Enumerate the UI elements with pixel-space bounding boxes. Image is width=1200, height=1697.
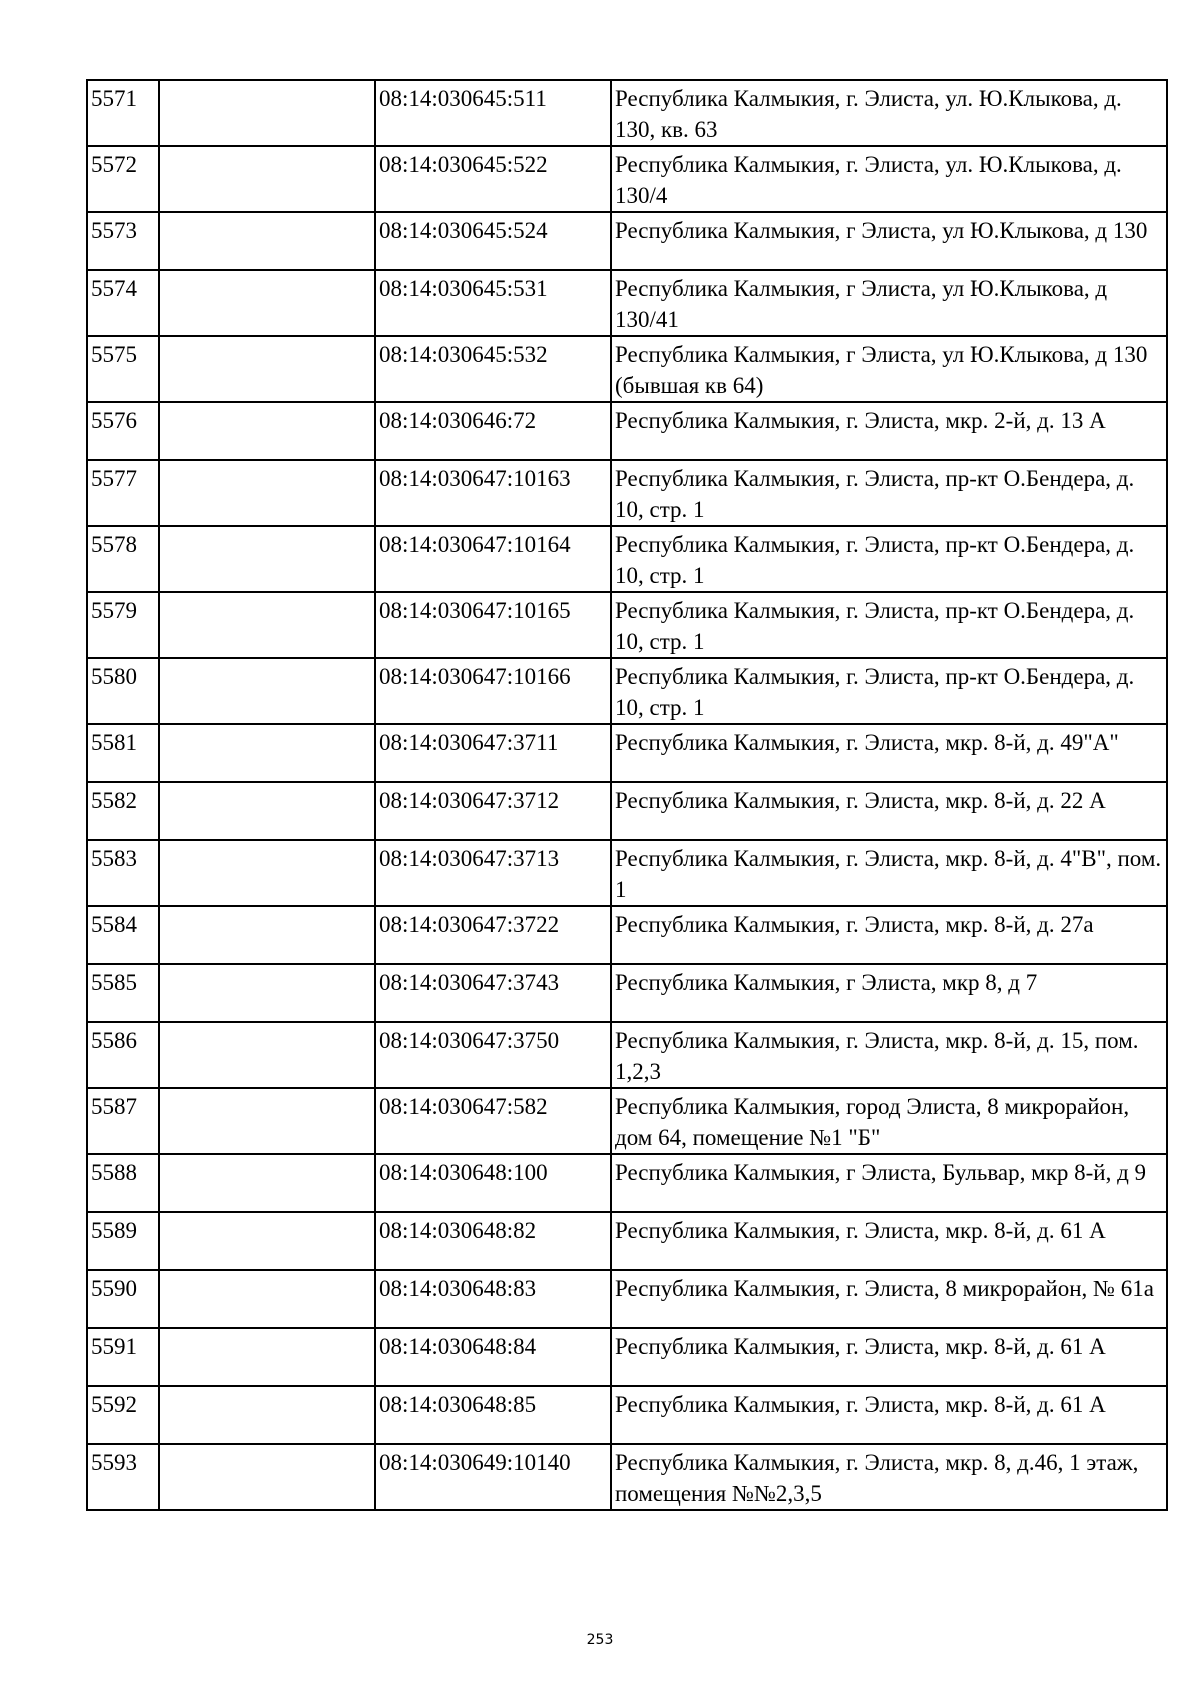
row-number-cell: 5572 [87, 146, 159, 212]
row-note-cell [159, 724, 375, 782]
cadastral-number-cell: 08:14:030646:72 [375, 402, 611, 460]
cadastral-number-cell: 08:14:030647:582 [375, 1088, 611, 1154]
table-row [87, 80, 1167, 146]
cadastral-number-cell: 08:14:030648:82 [375, 1212, 611, 1270]
table-row [87, 1386, 1167, 1444]
address-cell: Республика Калмыкия, г Элиста, ул Ю.Клыкова, д 130 [611, 212, 1167, 270]
table-row [87, 724, 1167, 782]
cadastral-number-cell: 08:14:030647:3750 [375, 1022, 611, 1088]
row-note-cell [159, 1444, 375, 1510]
row-number-cell: 5581 [87, 724, 159, 782]
row-number-cell: 5583 [87, 840, 159, 906]
row-number-cell: 5587 [87, 1088, 159, 1154]
row-note-cell [159, 782, 375, 840]
table-row [87, 782, 1167, 840]
row-note-cell [159, 964, 375, 1022]
row-note-cell [159, 80, 375, 146]
cadastral-number-cell: 08:14:030647:10165 [375, 592, 611, 658]
row-number-cell: 5592 [87, 1386, 159, 1444]
table-row [87, 1270, 1167, 1328]
row-note-cell [159, 270, 375, 336]
row-number-cell: 5580 [87, 658, 159, 724]
address-cell: Республика Калмыкия, г. Элиста, мкр. 8-й, д. 49"А" [611, 724, 1167, 782]
row-note-cell [159, 906, 375, 964]
row-note-cell [159, 1386, 375, 1444]
row-note-cell [159, 336, 375, 402]
address-cell: Республика Калмыкия, г. Элиста, пр-кт О.Бендера, д. 10, стр. 1 [611, 526, 1167, 592]
row-note-cell [159, 1022, 375, 1088]
row-number-cell: 5574 [87, 270, 159, 336]
address-cell: Республика Калмыкия, г. Элиста, пр-кт О.Бендера, д. 10, стр. 1 [611, 460, 1167, 526]
address-cell: Республика Калмыкия, г. Элиста, мкр. 8, д.46, 1 этаж, помещения №№2,3,5 [611, 1444, 1167, 1510]
row-note-cell [159, 840, 375, 906]
table-row [87, 402, 1167, 460]
registry-table-body [87, 80, 1167, 1510]
address-cell: Республика Калмыкия, г. Элиста, мкр. 8-й, д. 61 А [611, 1386, 1167, 1444]
table-row [87, 270, 1167, 336]
row-number-cell: 5586 [87, 1022, 159, 1088]
table-row [87, 146, 1167, 212]
row-number-cell: 5588 [87, 1154, 159, 1212]
row-note-cell [159, 526, 375, 592]
address-cell: Республика Калмыкия, г. Элиста, пр-кт О.Бендера, д. 10, стр. 1 [611, 658, 1167, 724]
cadastral-number-cell: 08:14:030645:522 [375, 146, 611, 212]
row-number-cell: 5576 [87, 402, 159, 460]
address-cell: Республика Калмыкия, г. Элиста, мкр. 8-й, д. 61 А [611, 1212, 1167, 1270]
row-number-cell: 5593 [87, 1444, 159, 1510]
address-cell: Республика Калмыкия, город Элиста, 8 микрорайон, дом 64, помещение №1 "Б" [611, 1088, 1167, 1154]
cadastral-number-cell: 08:14:030648:85 [375, 1386, 611, 1444]
address-cell: Республика Калмыкия, г. Элиста, 8 микрорайон, № 61а [611, 1270, 1167, 1328]
table-row [87, 1088, 1167, 1154]
row-number-cell: 5584 [87, 906, 159, 964]
cadastral-number-cell: 08:14:030645:511 [375, 80, 611, 146]
row-note-cell [159, 146, 375, 212]
row-number-cell: 5573 [87, 212, 159, 270]
address-cell: Республика Калмыкия, г. Элиста, пр-кт О.Бендера, д. 10, стр. 1 [611, 592, 1167, 658]
table-row [87, 1328, 1167, 1386]
address-cell: Республика Калмыкия, г. Элиста, мкр. 8-й, д. 61 А [611, 1328, 1167, 1386]
address-cell: Республика Калмыкия, г. Элиста, мкр. 8-й, д. 4"В", пом. 1 [611, 840, 1167, 906]
table-row [87, 336, 1167, 402]
row-number-cell: 5582 [87, 782, 159, 840]
row-note-cell [159, 212, 375, 270]
cadastral-number-cell: 08:14:030647:3712 [375, 782, 611, 840]
table-row [87, 840, 1167, 906]
row-note-cell [159, 592, 375, 658]
row-note-cell [159, 1328, 375, 1386]
table-row [87, 964, 1167, 1022]
row-note-cell [159, 1154, 375, 1212]
address-cell: Республика Калмыкия, г. Элиста, мкр. 8-й, д. 22 А [611, 782, 1167, 840]
table-row [87, 526, 1167, 592]
cadastral-number-cell: 08:14:030647:10163 [375, 460, 611, 526]
row-number-cell: 5579 [87, 592, 159, 658]
row-number-cell: 5575 [87, 336, 159, 402]
row-note-cell [159, 1270, 375, 1328]
cadastral-number-cell: 08:14:030645:531 [375, 270, 611, 336]
row-note-cell [159, 402, 375, 460]
row-note-cell [159, 658, 375, 724]
table-row [87, 592, 1167, 658]
row-note-cell [159, 1088, 375, 1154]
address-cell: Республика Калмыкия, г Элиста, Бульвар, мкр 8-й, д 9 [611, 1154, 1167, 1212]
cadastral-number-cell: 08:14:030647:10164 [375, 526, 611, 592]
table-row [87, 1444, 1167, 1510]
row-note-cell [159, 1212, 375, 1270]
table-row [87, 1212, 1167, 1270]
cadastral-number-cell: 08:14:030645:524 [375, 212, 611, 270]
row-note-cell [159, 460, 375, 526]
row-number-cell: 5585 [87, 964, 159, 1022]
table-row [87, 1154, 1167, 1212]
table-row [87, 1022, 1167, 1088]
registry-table [86, 79, 1168, 1511]
row-number-cell: 5589 [87, 1212, 159, 1270]
cadastral-number-cell: 08:14:030649:10140 [375, 1444, 611, 1510]
cadastral-number-cell: 08:14:030647:10166 [375, 658, 611, 724]
table-row [87, 906, 1167, 964]
address-cell: Республика Калмыкия, г. Элиста, ул. Ю.Клыкова, д. 130/4 [611, 146, 1167, 212]
table-row [87, 658, 1167, 724]
cadastral-number-cell: 08:14:030648:83 [375, 1270, 611, 1328]
cadastral-number-cell: 08:14:030647:3711 [375, 724, 611, 782]
row-number-cell: 5571 [87, 80, 159, 146]
page-number: 253 [586, 1632, 614, 1648]
address-cell: Республика Калмыкия, г Элиста, мкр 8, д 7 [611, 964, 1167, 1022]
address-cell: Республика Калмыкия, г. Элиста, мкр. 2-й, д. 13 А [611, 402, 1167, 460]
cadastral-number-cell: 08:14:030648:100 [375, 1154, 611, 1212]
cadastral-number-cell: 08:14:030647:3722 [375, 906, 611, 964]
address-cell: Республика Калмыкия, г. Элиста, мкр. 8-й, д. 27а [611, 906, 1167, 964]
row-number-cell: 5590 [87, 1270, 159, 1328]
row-number-cell: 5578 [87, 526, 159, 592]
cadastral-number-cell: 08:14:030647:3713 [375, 840, 611, 906]
row-number-cell: 5577 [87, 460, 159, 526]
address-cell: Республика Калмыкия, г Элиста, ул Ю.Клыкова, д 130/41 [611, 270, 1167, 336]
address-cell: Республика Калмыкия, г. Элиста, ул. Ю.Клыкова, д. 130, кв. 63 [611, 80, 1167, 146]
row-number-cell: 5591 [87, 1328, 159, 1386]
address-cell: Республика Калмыкия, г. Элиста, мкр. 8-й, д. 15, пом. 1,2,3 [611, 1022, 1167, 1088]
address-cell: Республика Калмыкия, г Элиста, ул Ю.Клыкова, д 130 (бывшая кв 64) [611, 336, 1167, 402]
table-row [87, 460, 1167, 526]
cadastral-number-cell: 08:14:030645:532 [375, 336, 611, 402]
table-row [87, 212, 1167, 270]
cadastral-number-cell: 08:14:030648:84 [375, 1328, 611, 1386]
cadastral-number-cell: 08:14:030647:3743 [375, 964, 611, 1022]
